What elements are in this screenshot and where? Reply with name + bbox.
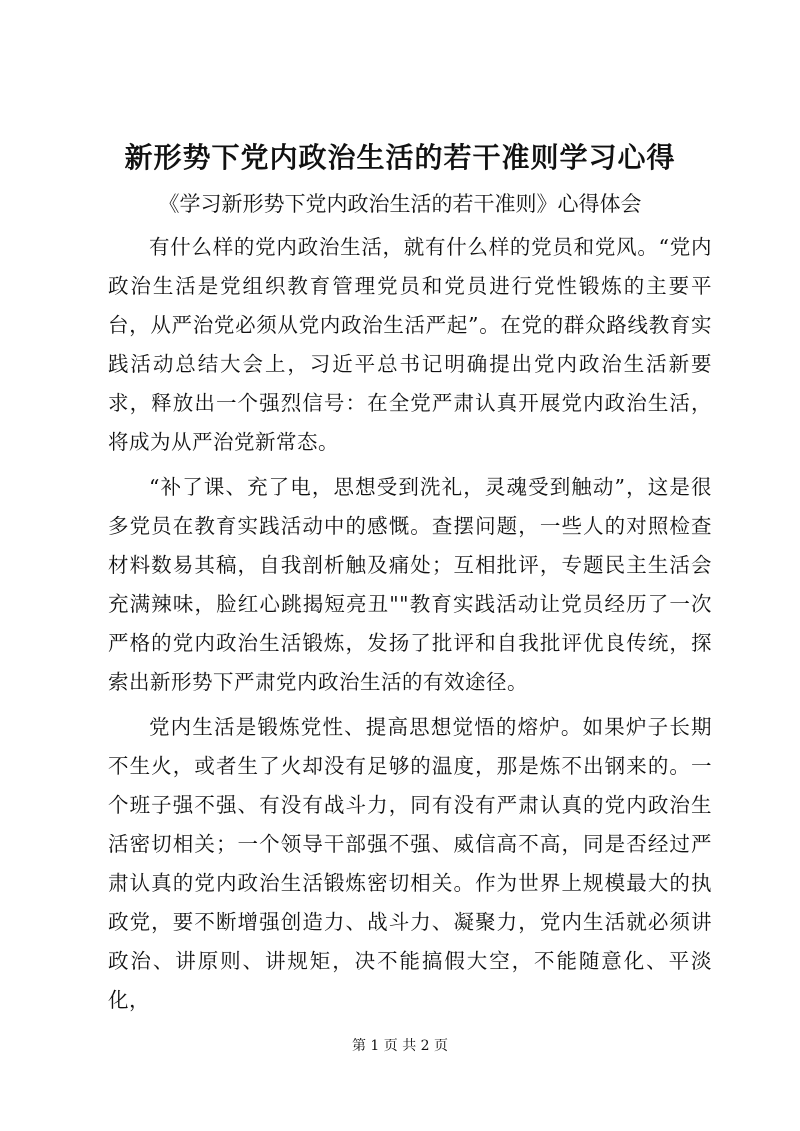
paragraph-2: “补了课、充了电，思想受到洗礼，灵魂受到触动”，这是很多党员在教育实践活动中的感慨。查摆问题，一些人的对照检查材料数易其稿，自我剖析触及痛处；互相批评，专题民主生活会充满辣味，脸红心跳揭短亮丑""教育实践活动让党员经历了一次严格的党内政治生活锻炼，发扬了批评和自我批评优良传统，探索出新形势下严肃党内政治生活的有效途径。 — [108, 475, 712, 694]
document-title: 新形势下党内政治生活的若干准则学习心得 — [124, 141, 676, 174]
page-number-footer: 第 1 页 共 2 页 — [351, 1038, 449, 1054]
paragraph-1: 有什么样的党内政治生活，就有什么样的党员和党风。“党内政治生活是党组织教育管理党员和党员进行党性锻炼的主要平台，从严治党必须从党内政治生活严起”。在党的群众路线教育实践活动总结大会上，习近平总书记明确提出党内政治生活新要求，释放出一个强烈信号：在全党严肃认真开展党内政治生活，将成为从严治党新常态。 — [108, 235, 712, 454]
document-body — [108, 228, 712, 1026]
paragraph-3: 党内生活是锻炼党性、提高思想觉悟的熔炉。如果炉子长期不生火，或者生了火却没有足够的温度，那是炼不出钢来的。一个班子强不强、有没有战斗力，同有没有严肃认真的党内政治生活密切相关；一个领导干部强不强、威信高不高，同是否经过严肃认真的党内政治生活锻炼密切相关。作为世界上规模最大的执政党，要不断增强创造力、战斗力、凝聚力，党内生活就必须讲政治、讲原则、讲规矩，决不能搞假大空，不能随意化、平淡化， — [108, 715, 712, 1012]
document-subtitle: 《学习新形势下党内政治生活的若干准则》心得体会 — [158, 192, 642, 216]
